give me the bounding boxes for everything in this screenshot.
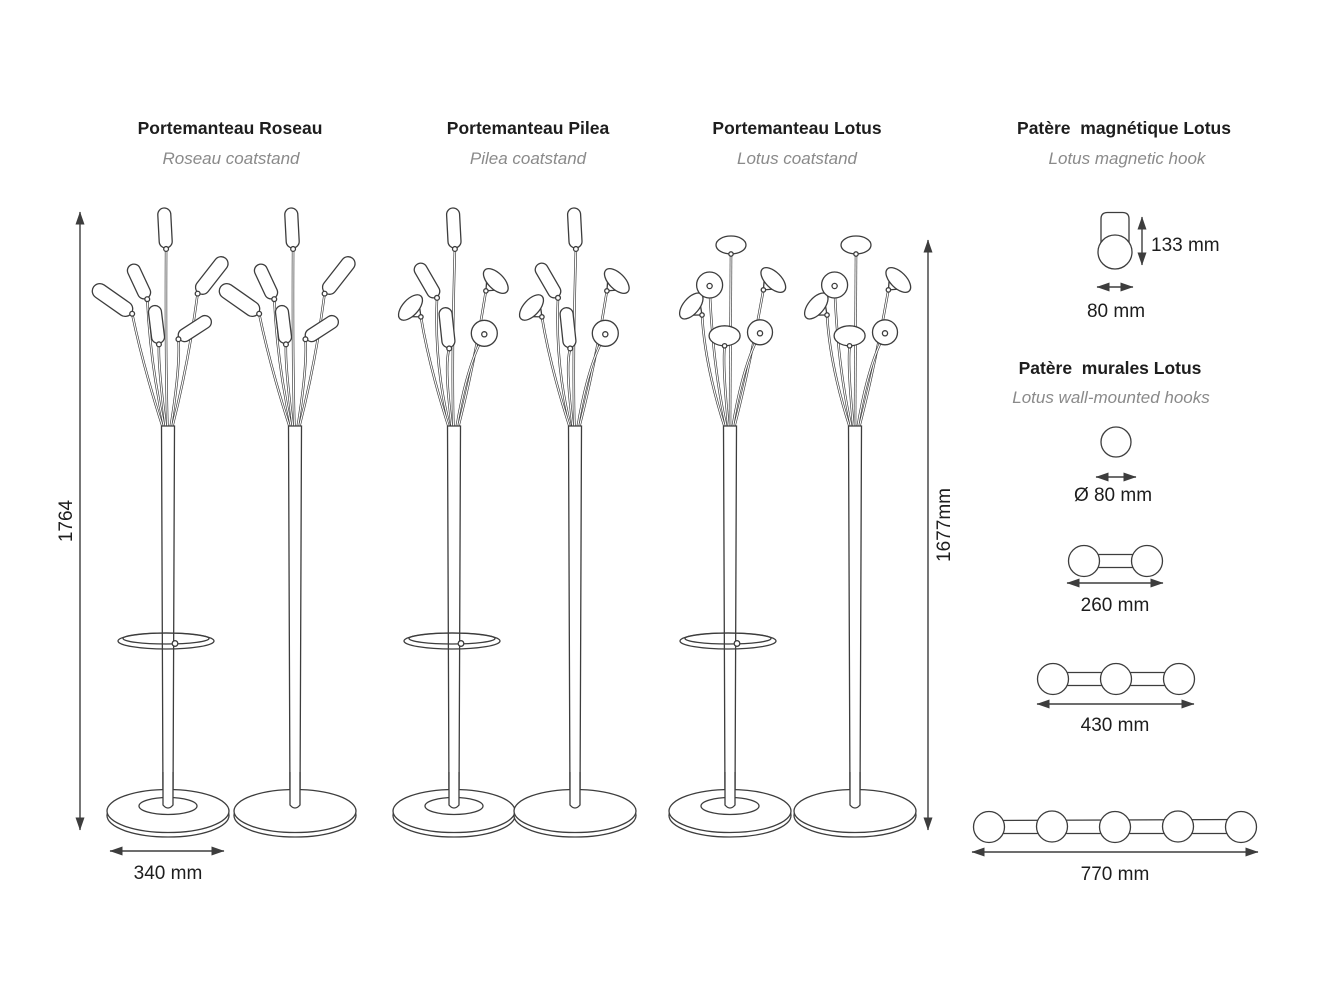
coatstand-pole: [849, 426, 862, 806]
reed-hook-head: [216, 281, 262, 320]
reed-hook-head: [252, 262, 279, 301]
hook-joint: [832, 283, 837, 288]
hook-joint: [707, 283, 712, 288]
hook-joint: [419, 315, 423, 319]
pad-hook-head: [834, 326, 865, 346]
reed-hook-head: [157, 208, 172, 249]
magnetic-hook-subtitle: Lotus magnetic hook: [1048, 149, 1206, 168]
wall-hook-circle: [1101, 427, 1131, 457]
reed-hook-head: [567, 208, 582, 249]
hook-joint: [886, 288, 890, 292]
hook-joint: [603, 332, 608, 337]
pole-foot: [725, 772, 735, 808]
coatstand-pole: [448, 426, 461, 806]
hook-joint: [157, 342, 162, 347]
magnetic-hook-title: Patère magnétique Lotus: [1017, 118, 1231, 138]
hook-joint: [722, 344, 726, 348]
roseau-title: Portemanteau Roseau: [137, 118, 323, 138]
hook-joint: [272, 297, 277, 302]
pad-hook-head: [709, 326, 740, 346]
pilea-subtitle: Pilea coatstand: [469, 149, 587, 168]
hook-joint: [825, 313, 829, 317]
hook-joint: [195, 291, 200, 296]
wall-hook-triple-drawing: [1037, 664, 1195, 737]
hook-joint: [700, 313, 704, 317]
umbrella-ring-clip: [734, 641, 740, 647]
pole-foot: [290, 772, 300, 808]
reed-hook-head: [284, 208, 299, 249]
wall-hooks-subtitle: Lotus wall-mounted hooks: [1012, 388, 1210, 407]
hook-joint: [322, 291, 327, 296]
wall-hook-single-label: Ø 80 mm: [1073, 485, 1153, 506]
hook-joint: [729, 252, 733, 256]
wall-hook-double-drawing: [1067, 546, 1163, 617]
hook-joint: [568, 346, 573, 351]
hook-joint: [847, 344, 851, 348]
wall-hook-five-label: 770 mm: [1080, 864, 1150, 885]
pole-foot: [163, 772, 173, 808]
magnetic-hook-drawing: [1087, 213, 1220, 323]
magnetic-hook-height-label: 133 mm: [1151, 235, 1220, 256]
pole-foot: [449, 772, 459, 808]
coatstand-pole: [569, 426, 582, 806]
pole-foot: [570, 772, 580, 808]
hook-joint: [303, 337, 308, 342]
magnetic-hook-width-label: 80 mm: [1086, 301, 1146, 322]
wall-hook-circle: [974, 812, 1005, 843]
headers: [138, 118, 1232, 407]
reed-hook-head: [125, 262, 152, 301]
wall-hook-double-label: 260 mm: [1080, 595, 1150, 616]
wall-hooks-drawings: [972, 427, 1258, 885]
lotus-subtitle: Lotus coatstand: [736, 149, 858, 168]
wall-hook-circle: [1038, 664, 1069, 695]
wall-hooks-title: Patère murales Lotus: [1018, 358, 1202, 378]
wall-hook-circle: [1226, 812, 1257, 843]
wall-hook-circle: [1069, 546, 1100, 577]
hook-joint: [573, 247, 578, 252]
hook-joint: [447, 346, 452, 351]
hook-joint: [757, 331, 762, 336]
coatstand-pilea-2: [514, 208, 636, 837]
coatstand-pilea-1: [393, 208, 515, 837]
hook-joint: [854, 252, 858, 256]
lotus-title: Portemanteau Lotus: [712, 118, 882, 138]
height-dimension-label-right: 1677mm: [934, 488, 955, 562]
wall-hook-circle: [1100, 812, 1131, 843]
umbrella-ring-clip: [458, 641, 464, 647]
coatstand-pole: [724, 426, 737, 806]
wall-hook-circle: [1132, 546, 1163, 577]
wall-hook-single-drawing: [1074, 427, 1152, 506]
hook-joint: [145, 297, 150, 302]
coatstand-drawings: [89, 208, 916, 837]
wall-hook-triple-label: 430 mm: [1080, 715, 1150, 736]
hook-joint: [484, 289, 488, 293]
reed-hook-head: [320, 254, 358, 297]
coatstand-roseau-2: [216, 208, 358, 837]
hook-joint: [452, 247, 457, 252]
hook-joint: [556, 295, 561, 300]
hook-joint: [882, 331, 887, 336]
coatstand-pole: [289, 426, 302, 806]
pilea-title: Portemanteau Pilea: [446, 118, 610, 138]
hook-joint: [176, 337, 181, 342]
coatstand-roseau-1: [89, 208, 231, 837]
coatstand-lotus-1: [669, 236, 791, 837]
coatstand-stem: [172, 294, 198, 428]
wall-hook-circle: [1037, 811, 1068, 842]
hook-joint: [435, 295, 440, 300]
coatstand-lotus-2: [794, 236, 916, 837]
umbrella-ring-clip: [172, 641, 178, 647]
hook-joint: [130, 311, 135, 316]
reed-hook-head: [89, 281, 135, 320]
hook-joint: [482, 332, 487, 337]
wall-hook-circle: [1164, 664, 1195, 695]
hook-joint: [761, 288, 765, 292]
wall-hook-circle: [1101, 664, 1132, 695]
height-dimension-label-left: 1764: [56, 499, 77, 543]
wall-hook-circle: [1163, 811, 1194, 842]
reed-hook-head: [446, 208, 461, 249]
base-width-dimension-label: 340 mm: [133, 863, 203, 884]
hook-joint: [164, 247, 169, 252]
hook-joint: [257, 311, 262, 316]
roseau-subtitle: Roseau coatstand: [162, 149, 300, 168]
wall-hook-five-drawing: [972, 811, 1258, 885]
hook-joint: [284, 342, 289, 347]
pole-foot: [850, 772, 860, 808]
hook-joint: [291, 247, 296, 252]
coatstand-pole: [162, 426, 175, 806]
hook-joint: [605, 289, 609, 293]
magnetic-hook-knob: [1098, 235, 1132, 269]
hook-joint: [540, 315, 544, 319]
coatstand-stem: [299, 294, 325, 428]
